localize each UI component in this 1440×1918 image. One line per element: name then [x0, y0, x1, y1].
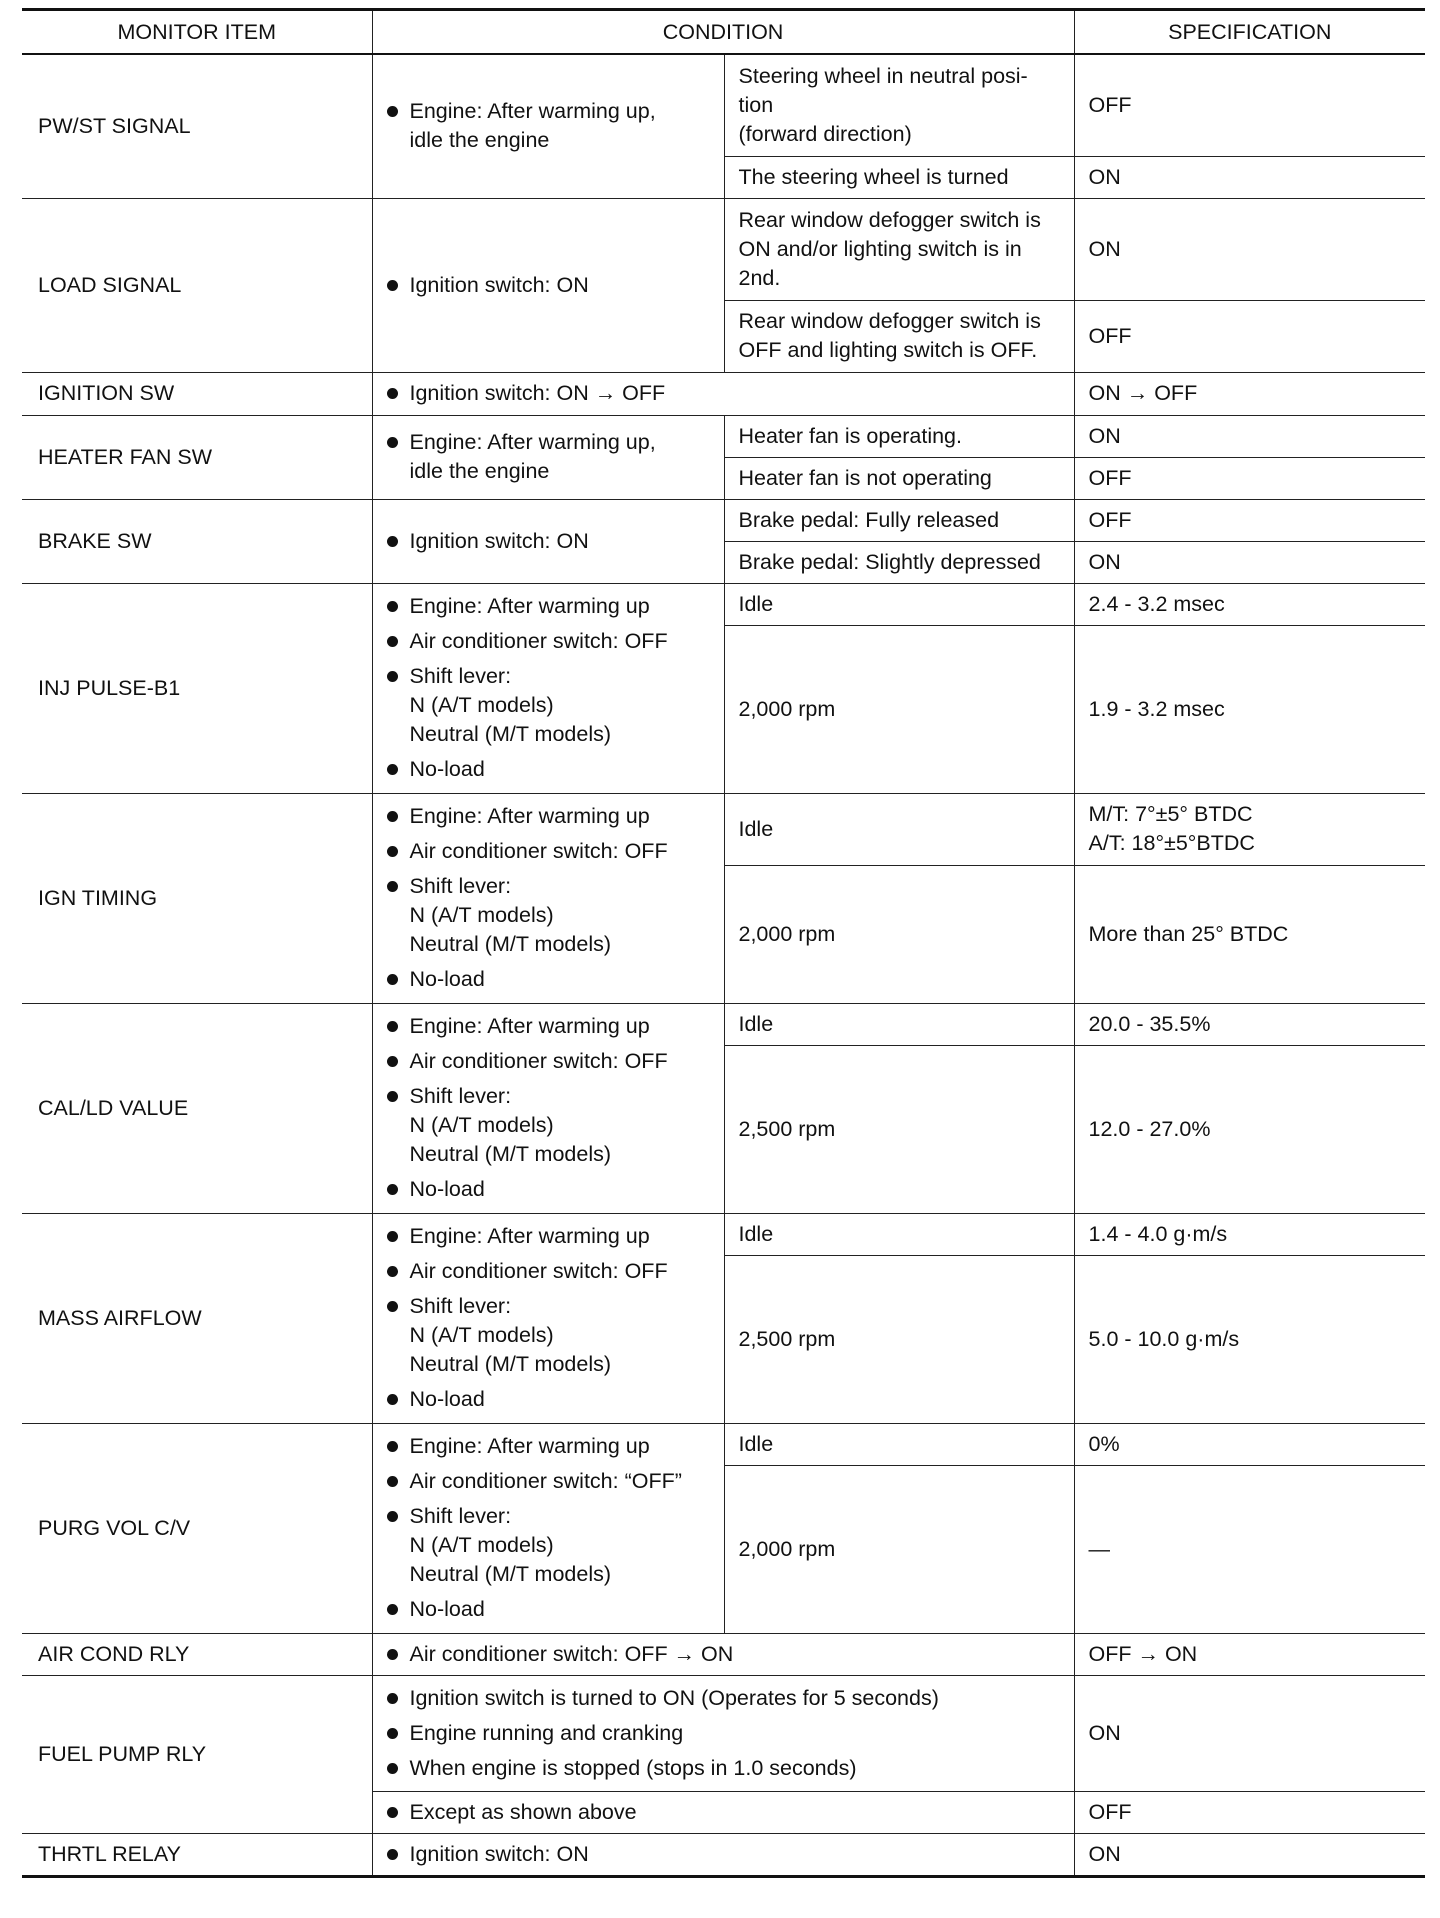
- condition-cell: [372, 54, 724, 198]
- condition-text: Ignition switch: ON: [409, 1841, 589, 1866]
- condition-text: No-load: [409, 1597, 485, 1621]
- condition-text: Except as shown above: [409, 1799, 637, 1824]
- condition-bullet: [387, 1719, 1060, 1748]
- condition-text: No-load: [409, 757, 485, 781]
- table-row: [22, 1423, 1425, 1465]
- condition-text: Shift lever: N (A/T models) Neutral (M/T models): [409, 874, 612, 956]
- bullet-icon: [387, 846, 398, 857]
- monitor-item-cell: PURG VOL C/V: [22, 1423, 372, 1633]
- sub-condition-cell: Idle: [724, 583, 1074, 625]
- condition-bullet: [387, 1754, 1060, 1783]
- sub-condition-cell: Rear window defogger switch is OFF and lighting switch is OFF.: [724, 300, 1074, 372]
- bullet-icon: [387, 1091, 398, 1102]
- condition-bullet: [387, 1640, 1060, 1669]
- condition-bullet: [387, 271, 710, 300]
- specification-cell: ON: [1074, 1833, 1425, 1876]
- specification-cell: ON: [1074, 415, 1425, 457]
- specification-cell: 12.0 - 27.0%: [1074, 1045, 1425, 1213]
- sub-condition-cell: Idle: [724, 1003, 1074, 1045]
- condition-cell: [372, 1675, 1074, 1791]
- specification-cell: ON: [1074, 541, 1425, 583]
- table-row: [22, 1003, 1425, 1045]
- sub-condition-cell: Rear window defogger switch is ON and/or lighting switch is in 2nd.: [724, 198, 1074, 300]
- condition-bullet: [387, 527, 710, 556]
- sub-condition-cell: Heater fan is operating.: [724, 415, 1074, 457]
- condition-bullet: [387, 592, 710, 621]
- condition-text: Air conditioner switch: OFF: [409, 839, 668, 863]
- sub-condition-cell: 2,500 rpm: [724, 1045, 1074, 1213]
- condition-bullet: [387, 1292, 710, 1379]
- specification-cell: OFF: [1074, 54, 1425, 156]
- bullet-icon: [387, 437, 398, 448]
- condition-text: Engine: After warming up, idle the engine: [409, 430, 656, 483]
- monitor-item-cell: AIR COND RLY: [22, 1633, 372, 1675]
- specification-cell: ON: [1074, 1675, 1425, 1791]
- monitor-item-cell: PW/ST SIGNAL: [22, 54, 372, 198]
- sub-condition-cell: Steering wheel in neutral posi- tion (forward direction): [724, 54, 1074, 156]
- specification-cell: ON → OFF: [1074, 372, 1425, 415]
- header-specification: SPECIFICATION: [1074, 10, 1425, 55]
- sub-condition-cell: The steering wheel is turned: [724, 156, 1074, 198]
- table-row: [22, 415, 1425, 457]
- bullet-icon: [387, 280, 398, 291]
- condition-text: No-load: [409, 1177, 485, 1201]
- monitor-item-cell: INJ PULSE-B1: [22, 583, 372, 793]
- condition-cell: [372, 1633, 1074, 1675]
- bullet-icon: [387, 764, 398, 775]
- bullet-icon: [387, 1849, 398, 1860]
- header-condition: CONDITION: [372, 10, 1074, 55]
- bullet-icon: [387, 974, 398, 985]
- monitor-item-table: [22, 8, 1425, 1878]
- specification-cell: ON: [1074, 156, 1425, 198]
- specification-cell: ON: [1074, 198, 1425, 300]
- monitor-item-table-container: [22, 8, 1425, 1878]
- condition-text: Air conditioner switch: OFF: [409, 1049, 668, 1073]
- condition-text: No-load: [409, 967, 485, 991]
- specification-cell: 5.0 - 10.0 g·m/s: [1074, 1255, 1425, 1423]
- monitor-item-cell: IGN TIMING: [22, 793, 372, 1003]
- condition-text: Engine running and cranking: [409, 1720, 684, 1745]
- monitor-item-cell: BRAKE SW: [22, 499, 372, 583]
- condition-text: Engine: After warming up: [409, 1434, 650, 1458]
- specification-cell: OFF: [1074, 457, 1425, 499]
- table-row: [22, 1833, 1425, 1876]
- condition-text: When engine is stopped (stops in 1.0 seconds): [409, 1755, 857, 1780]
- table-row: [22, 1675, 1425, 1791]
- specification-cell: OFF → ON: [1074, 1633, 1425, 1675]
- bullet-icon: [387, 1604, 398, 1615]
- monitor-item-cell: IGNITION SW: [22, 372, 372, 415]
- bullet-icon: [387, 388, 398, 399]
- condition-cell: [372, 1213, 724, 1423]
- condition-bullet: [387, 1222, 710, 1251]
- sub-condition-cell: 2,000 rpm: [724, 625, 1074, 793]
- condition-bullet: [387, 1082, 710, 1169]
- table-row: [22, 54, 1425, 156]
- condition-text: Engine: After warming up: [409, 804, 650, 828]
- monitor-item-cell: LOAD SIGNAL: [22, 198, 372, 372]
- condition-cell: [372, 198, 724, 372]
- specification-cell: M/T: 7°±5° BTDC A/T: 18°±5°BTDC: [1074, 793, 1425, 865]
- bullet-icon: [387, 1728, 398, 1739]
- condition-text: Engine: After warming up: [409, 594, 650, 618]
- specification-cell: 0%: [1074, 1423, 1425, 1465]
- bullet-icon: [387, 671, 398, 682]
- condition-bullet: [387, 1502, 710, 1589]
- monitor-item-cell: THRTL RELAY: [22, 1833, 372, 1876]
- specification-cell: 1.9 - 3.2 msec: [1074, 625, 1425, 793]
- condition-text: Engine: After warming up: [409, 1224, 650, 1248]
- condition-text: Shift lever: N (A/T models) Neutral (M/T models): [409, 1084, 612, 1166]
- condition-cell: [372, 499, 724, 583]
- monitor-item-cell: MASS AIRFLOW: [22, 1213, 372, 1423]
- condition-bullet: [387, 1047, 710, 1076]
- condition-text: Engine: After warming up: [409, 1014, 650, 1038]
- condition-cell: [372, 1791, 1074, 1833]
- sub-condition-cell: Idle: [724, 1423, 1074, 1465]
- condition-text: Shift lever: N (A/T models) Neutral (M/T models): [409, 1504, 612, 1586]
- condition-text: Shift lever: N (A/T models) Neutral (M/T models): [409, 1294, 612, 1376]
- bullet-icon: [387, 636, 398, 647]
- condition-text: Engine: After warming up, idle the engine: [409, 99, 656, 153]
- sub-condition-cell: 2,500 rpm: [724, 1255, 1074, 1423]
- bullet-icon: [387, 1184, 398, 1195]
- specification-cell: OFF: [1074, 300, 1425, 372]
- specification-cell: 20.0 - 35.5%: [1074, 1003, 1425, 1045]
- condition-bullet: [387, 1840, 1060, 1869]
- bullet-icon: [387, 1301, 398, 1312]
- bullet-icon: [387, 1763, 398, 1774]
- condition-text: No-load: [409, 1387, 485, 1411]
- bullet-icon: [387, 1649, 398, 1660]
- bullet-icon: [387, 536, 398, 547]
- bullet-icon: [387, 1476, 398, 1487]
- condition-bullet: [387, 1684, 1060, 1713]
- condition-text: Ignition switch: ON → OFF: [409, 381, 666, 405]
- sub-condition-cell: Heater fan is not operating: [724, 457, 1074, 499]
- table-row: [22, 1633, 1425, 1675]
- monitor-item-cell: FUEL PUMP RLY: [22, 1675, 372, 1833]
- header-row: [22, 10, 1425, 55]
- condition-text: Ignition switch is turned to ON (Operates for 5 seconds): [409, 1685, 939, 1710]
- condition-bullet: [387, 1798, 1060, 1827]
- bullet-icon: [387, 1807, 398, 1818]
- condition-bullet: [387, 662, 710, 749]
- condition-cell: [372, 1833, 1074, 1876]
- condition-cell: [372, 793, 724, 1003]
- bullet-icon: [387, 106, 398, 117]
- table-row: [22, 198, 1425, 300]
- specification-cell: 1.4 - 4.0 g·m/s: [1074, 1213, 1425, 1255]
- condition-text: Air conditioner switch: OFF → ON: [409, 1641, 734, 1666]
- specification-cell: —: [1074, 1465, 1425, 1633]
- condition-cell: [372, 415, 724, 499]
- condition-bullet: [387, 1012, 710, 1041]
- header-monitor-item: MONITOR ITEM: [22, 10, 372, 55]
- sub-condition-cell: Brake pedal: Fully released: [724, 499, 1074, 541]
- bullet-icon: [387, 1394, 398, 1405]
- specification-cell: More than 25° BTDC: [1074, 865, 1425, 1003]
- monitor-item-cell: HEATER FAN SW: [22, 415, 372, 499]
- condition-cell: [372, 372, 1074, 415]
- condition-bullet: [387, 1595, 710, 1624]
- condition-text: Ignition switch: ON: [409, 528, 589, 553]
- condition-text: Air conditioner switch: OFF: [409, 1259, 668, 1283]
- bullet-icon: [387, 1266, 398, 1277]
- condition-bullet: [387, 97, 710, 155]
- monitor-item-cell: CAL/LD VALUE: [22, 1003, 372, 1213]
- specification-cell: OFF: [1074, 499, 1425, 541]
- condition-bullet: [387, 1467, 710, 1496]
- condition-bullet: [387, 627, 710, 656]
- condition-bullet: [387, 837, 710, 866]
- bullet-icon: [387, 1511, 398, 1522]
- condition-cell: [372, 1003, 724, 1213]
- condition-bullet: [387, 1432, 710, 1461]
- sub-condition-cell: Idle: [724, 793, 1074, 865]
- condition-bullet: [387, 1257, 710, 1286]
- condition-bullet: [387, 428, 710, 486]
- condition-text: Shift lever: N (A/T models) Neutral (M/T models): [409, 664, 612, 746]
- condition-bullet: [387, 965, 710, 994]
- bullet-icon: [387, 811, 398, 822]
- condition-bullet: [387, 755, 710, 784]
- table-row: [22, 372, 1425, 415]
- sub-condition-cell: 2,000 rpm: [724, 1465, 1074, 1633]
- condition-text: Air conditioner switch: “OFF”: [409, 1469, 682, 1493]
- condition-bullet: [387, 379, 1060, 408]
- condition-bullet: [387, 872, 710, 959]
- condition-cell: [372, 583, 724, 793]
- bullet-icon: [387, 1441, 398, 1452]
- table-row: [22, 583, 1425, 625]
- condition-text: Air conditioner switch: OFF: [409, 629, 668, 653]
- bullet-icon: [387, 881, 398, 892]
- condition-text: Ignition switch: ON: [409, 272, 589, 297]
- bullet-icon: [387, 1021, 398, 1032]
- condition-bullet: [387, 1175, 710, 1204]
- sub-condition-cell: 2,000 rpm: [724, 865, 1074, 1003]
- table-row: [22, 499, 1425, 541]
- bullet-icon: [387, 1693, 398, 1704]
- bullet-icon: [387, 601, 398, 612]
- table-row: [22, 1213, 1425, 1255]
- bullet-icon: [387, 1231, 398, 1242]
- condition-bullet: [387, 1385, 710, 1414]
- bullet-icon: [387, 1056, 398, 1067]
- condition-cell: [372, 1423, 724, 1633]
- sub-condition-cell: Idle: [724, 1213, 1074, 1255]
- specification-cell: 2.4 - 3.2 msec: [1074, 583, 1425, 625]
- sub-condition-cell: Brake pedal: Slightly depressed: [724, 541, 1074, 583]
- specification-cell: OFF: [1074, 1791, 1425, 1833]
- condition-bullet: [387, 802, 710, 831]
- table-row: [22, 793, 1425, 865]
